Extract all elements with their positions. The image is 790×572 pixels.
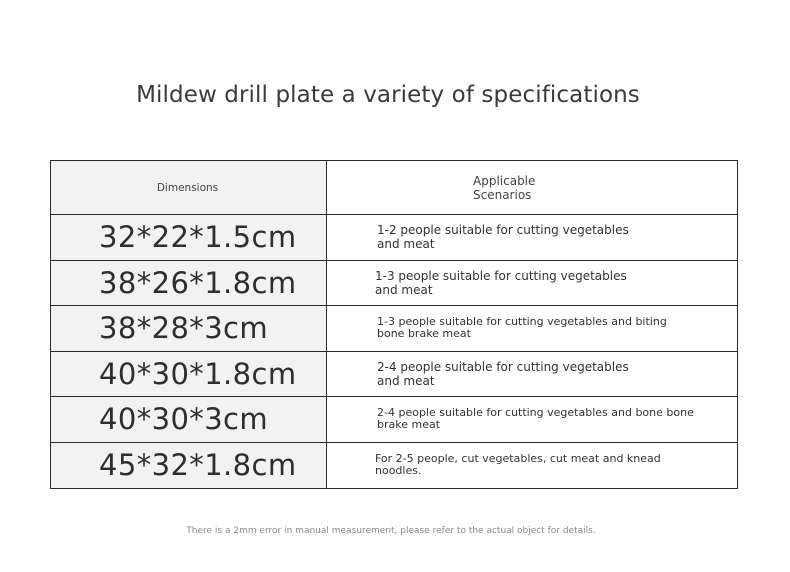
- row-size: 45*32*1.8cm: [51, 443, 327, 489]
- scenario-line: 1-2 people suitable for cutting vegetables: [377, 223, 629, 238]
- measurement-footnote: There is a 2mm error in manual measurement, please refer to the actual object for details.: [186, 526, 596, 536]
- scenario-line: and meat: [377, 237, 435, 252]
- row-scenario: [327, 261, 737, 307]
- scenario-line: and meat: [377, 373, 435, 388]
- page-title: Mildew drill plate a variety of specifications: [136, 82, 640, 108]
- header-scenarios-line2: Scenarios: [473, 187, 532, 202]
- row-scenario: [327, 397, 737, 443]
- scenario-line: 2-4 people suitable for cutting vegetables and bone bone: [377, 405, 694, 419]
- scenario-line: brake meat: [377, 418, 441, 432]
- row-scenario: [327, 306, 737, 352]
- header-applicable-scenarios: [327, 161, 737, 215]
- specifications-table: [50, 160, 738, 489]
- scenario-line: and meat: [375, 282, 433, 297]
- row-size: 40*30*3cm: [51, 397, 327, 443]
- scenario-line: bone brake meat: [377, 327, 471, 341]
- header-dimensions: Dimensions: [51, 161, 327, 215]
- row-size: 40*30*1.8cm: [51, 352, 327, 398]
- scenario-line: noodles.: [375, 464, 422, 478]
- scenario-line: 1-3 people suitable for cutting vegetables and biting: [377, 314, 667, 328]
- row-scenario: [327, 352, 737, 398]
- scenario-line: 2-4 people suitable for cutting vegetables: [377, 359, 629, 374]
- row-size: 38*28*3cm: [51, 306, 327, 352]
- row-scenario: [327, 443, 737, 489]
- row-size: 32*22*1.5cm: [51, 215, 327, 261]
- row-size: 38*26*1.8cm: [51, 261, 327, 307]
- scenario-line: For 2-5 people, cut vegetables, cut meat and knead: [375, 451, 661, 465]
- scenario-line: 1-3 people suitable for cutting vegetables: [375, 268, 627, 283]
- header-scenarios-line1: Applicable: [473, 173, 536, 188]
- row-scenario: [327, 215, 737, 261]
